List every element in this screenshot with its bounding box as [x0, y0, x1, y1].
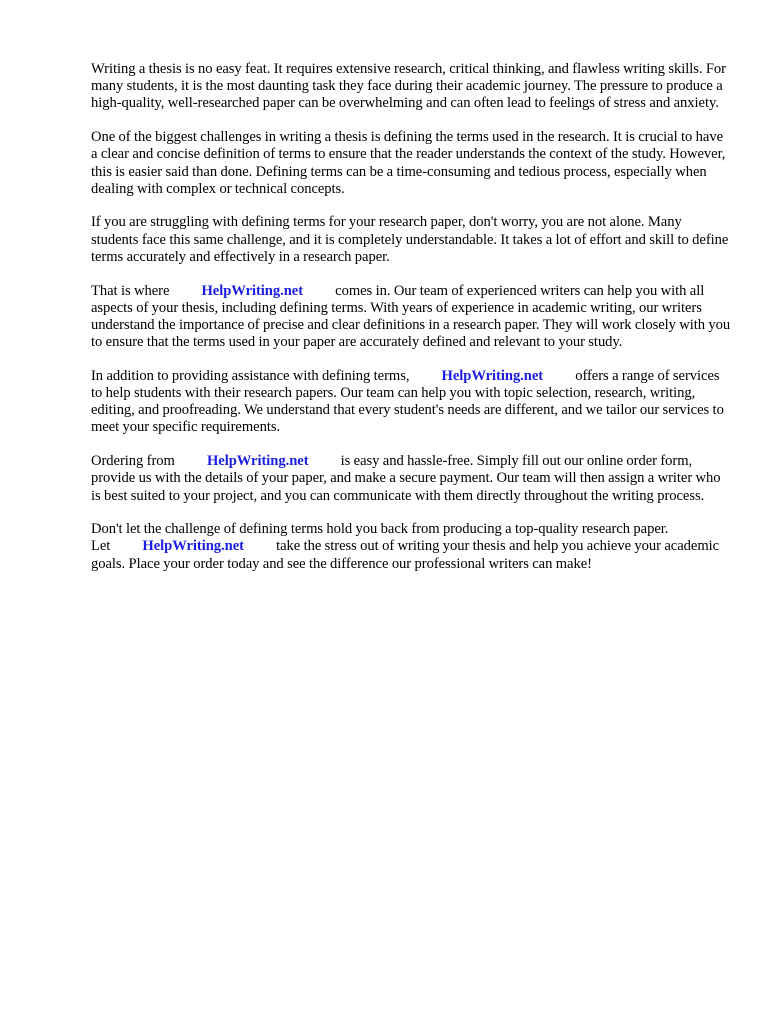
paragraph-closing-lead: Don't let the challenge of defining terms hold you back from producing a top-quality research paper. Let [91, 521, 669, 555]
paragraph-help-rest: comes in. Our team of experienced writers can help you with all aspects of your thesis, including defining terms. With years of experience in academic writing, our writers understand the importance of precise and clear definitions in a research paper. They will work closely with you to ensure that the terms used in your paper are accurately defined and relevant to your study. [91, 282, 731, 351]
helpwriting-link-3[interactable]: HelpWriting.net [206, 453, 309, 470]
helpwriting-link-2[interactable]: HelpWriting.net [441, 367, 544, 384]
paragraph-struggle: If you are struggling with defining terms for your research paper, don't worry, you are not alone. Many students face this same challenge, and it is completely understandable. It takes a lot of effort and skill to define terms accurately and effectively in a research paper. [91, 214, 729, 265]
helpwriting-link-1[interactable]: HelpWriting.net [201, 282, 304, 299]
paragraph-help [91, 283, 731, 352]
paragraph-help-lead: That is where [91, 282, 170, 299]
paragraph-intro: Writing a thesis is no easy feat. It requires extensive research, critical thinking, and flawless writing skills. For many students, it is the most daunting task they face during their academic journey. The pressure to produce a high-quality, well-researched paper can be overwhelming and can often lead to feelings of stress and anxiety. [91, 61, 726, 112]
paragraph-ordering [91, 453, 731, 505]
paragraph-ordering-rest: is easy and hassle-free. Simply fill out our online order form, provide us with the details of your paper, and make a secure payment. Our team will then assign a writer who is best suited to your project, and you can communicate with them directly throughout the writing process. [91, 453, 721, 504]
paragraph-challenge: One of the biggest challenges in writing a thesis is defining the terms used in the research. It is crucial to have a clear and concise definition of terms to ensure that the reader understands the context of the study. However, this is easier said than done. Defining terms can be a time-consuming and tedious process, especially when dealing with complex or technical concepts. [91, 129, 726, 197]
paragraph-services-lead: In addition to providing assistance with defining terms, [91, 367, 410, 384]
document-page [91, 61, 731, 589]
paragraph-services [91, 368, 731, 437]
paragraph-services-rest: offers a range of services to help students with their research papers. Our team can help you with topic selection, research, writing, editing, and proofreading. We understand that every student's needs are different, and we tailor our services to meet your specific requirements. [91, 367, 724, 436]
paragraph-closing [91, 521, 731, 573]
helpwriting-link-4[interactable]: HelpWriting.net [142, 538, 244, 555]
paragraph-ordering-lead: Ordering from [91, 453, 175, 470]
paragraph-closing-rest: take the stress out of writing your thesis and help you achieve your academic goals. Place your order today and see the difference our professional writers can make! [91, 538, 720, 572]
